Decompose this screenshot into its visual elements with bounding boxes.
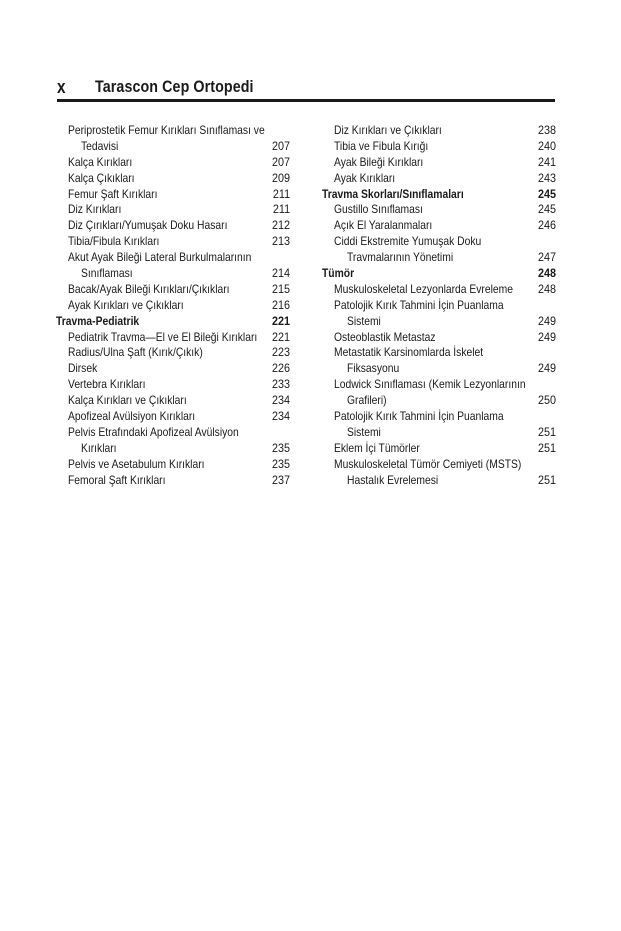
toc-entry-title: Hastalık Evrelemesi xyxy=(347,472,439,487)
book-title: Tarascon Cep Ortopedi xyxy=(95,77,254,96)
toc-entry-title: Ciddi Ekstremite Yumuşak Doku xyxy=(334,234,482,249)
toc-entry-page: 249 xyxy=(537,329,556,344)
toc-entry xyxy=(56,409,290,425)
toc-entry-title: Pelvis ve Asetabulum Kırıkları xyxy=(68,456,205,471)
toc-entry-page: 251 xyxy=(537,472,556,487)
toc-entry-title: Ayak Kırıkları xyxy=(334,170,396,185)
toc-entry-title: Periprostetik Femur Kırıkları Sınıflaması ve xyxy=(68,123,265,137)
toc-entry-title: Sınıflaması xyxy=(81,266,133,281)
toc-entry-title: Açık El Yaralanmaları xyxy=(334,218,433,233)
toc-entry-title: Tümör xyxy=(322,266,355,281)
toc-entry-page: 248 xyxy=(537,266,556,281)
toc-entry-page: 251 xyxy=(537,424,556,439)
toc-entry-page: 211 xyxy=(272,186,290,201)
toc-entry-title: Patolojik Kırık Tahmini İçin Puanlama xyxy=(334,409,504,424)
toc-entry-page: 235 xyxy=(271,456,290,471)
toc-entry-page: 248 xyxy=(537,281,556,296)
toc-entry-title: Apofizeal Avülsiyon Kırıkları xyxy=(68,409,196,424)
toc-entry xyxy=(322,473,556,489)
toc-entry-title: Bacak/Ayak Bileği Kırıkları/Çıkıkları xyxy=(68,281,230,296)
toc-entry xyxy=(56,361,290,377)
toc-entry-page: 237 xyxy=(271,472,290,487)
toc-entry xyxy=(322,250,556,266)
toc-entry-page: 249 xyxy=(537,361,556,376)
toc-entry-title: Metastatik Karsinomlarda İskelet xyxy=(334,345,484,360)
toc-entry-title: Femoral Şaft Kırıkları xyxy=(68,472,166,487)
toc-entry-page: 221 xyxy=(271,329,290,344)
toc-entry-title: Ayak Bileği Kırıkları xyxy=(334,154,424,169)
toc-section-heading xyxy=(322,187,556,203)
toc-entry xyxy=(322,314,556,330)
toc-entry-title: Muskuloskeletal Lezyonlarda Evreleme xyxy=(334,281,513,296)
toc-entry xyxy=(56,234,290,250)
toc-entry xyxy=(56,139,290,155)
toc-entry xyxy=(322,234,556,250)
toc-entry xyxy=(56,250,290,266)
toc-entry-title: Sistemi xyxy=(347,424,381,439)
toc-entry-page: 245 xyxy=(537,202,556,217)
toc-entry xyxy=(56,282,290,298)
toc-entry-page: 209 xyxy=(271,170,290,185)
toc-right-column xyxy=(322,123,556,488)
toc-entry-page: 240 xyxy=(537,138,556,153)
toc-entry xyxy=(56,266,290,282)
toc-entry-title: Tibia/Fibula Kırıkları xyxy=(68,234,160,249)
toc-entry-page: 247 xyxy=(537,250,556,265)
toc-entry xyxy=(322,282,556,298)
toc-entry-title: Diz Kırıkları xyxy=(68,202,122,217)
toc-entry-title: Pediatrik Travma—El ve El Bileği Kırıkları xyxy=(68,329,258,344)
toc-entry xyxy=(322,218,556,234)
toc-entry-page: 207 xyxy=(271,154,290,169)
toc-section-heading xyxy=(56,314,290,330)
toc-entry-title: Radius/Ulna Şaft (Kırık/Çıkık) xyxy=(68,345,203,360)
toc-entry xyxy=(322,123,556,139)
toc-entry-page: 226 xyxy=(271,361,290,376)
toc-entry-page: 249 xyxy=(537,313,556,328)
toc-entry xyxy=(56,473,290,489)
toc-entry xyxy=(56,377,290,393)
toc-entry-page: 241 xyxy=(537,154,556,169)
toc-entry-title: Dirsek xyxy=(68,361,98,376)
toc-entry xyxy=(322,457,556,473)
toc-entry-title: Lodwick Sınıflaması (Kemik Lezyonlarının xyxy=(334,377,526,392)
toc-entry xyxy=(322,441,556,457)
toc-entry xyxy=(322,377,556,393)
toc-entry xyxy=(322,171,556,187)
toc-entry-title: Travma Skorları/Sınıflamaları xyxy=(322,186,464,201)
toc-entry-page: 211 xyxy=(272,202,290,217)
toc-entry xyxy=(56,202,290,218)
toc-entry-title: Travmalarının Yönetimi xyxy=(347,250,454,265)
toc-entry-title: Tedavisi xyxy=(81,138,119,153)
toc-entry xyxy=(322,298,556,314)
toc-entry-page: 251 xyxy=(537,440,556,455)
toc-entry-title: Gustillo Sınıflaması xyxy=(334,202,423,217)
toc-entry-page: 246 xyxy=(537,218,556,233)
toc-entry-title: Diz Kırıkları ve Çıkıkları xyxy=(334,123,442,137)
toc-entry-page: 235 xyxy=(271,440,290,455)
toc-entry-title: Kalça Çıkıkları xyxy=(68,170,135,185)
toc-entry xyxy=(56,345,290,361)
toc-entry xyxy=(56,441,290,457)
toc-entry-title: Fiksasyonu xyxy=(347,361,400,376)
toc-entry-title: Muskuloskeletal Tümör Cemiyeti (MSTS) xyxy=(334,456,522,471)
toc-entry-page: 207 xyxy=(271,138,290,153)
toc-entry xyxy=(322,139,556,155)
toc-entry-page: 233 xyxy=(271,377,290,392)
toc-entry-page: 216 xyxy=(271,297,290,312)
toc-entry-page: 221 xyxy=(271,313,290,328)
toc-entry xyxy=(322,155,556,171)
toc-entry xyxy=(56,187,290,203)
toc-entry-page: 234 xyxy=(271,409,290,424)
toc-entry-page: 250 xyxy=(537,393,556,408)
toc-entry-title: Osteoblastik Metastaz xyxy=(334,329,436,344)
toc-entry-title: Diz Çırıkları/Yumuşak Doku Hasarı xyxy=(68,218,228,233)
toc-entry xyxy=(322,202,556,218)
toc-entry-title: Akut Ayak Bileği Lateral Burkulmalarının xyxy=(68,250,252,265)
toc-entry-page: 213 xyxy=(271,234,290,249)
toc-entry xyxy=(56,123,290,139)
toc-entry xyxy=(56,218,290,234)
page-folio: x xyxy=(57,77,66,97)
toc-entry xyxy=(322,409,556,425)
toc-section-heading xyxy=(322,266,556,282)
toc-entry-title: Pelvis Etrafındaki Apofizeal Avülsiyon xyxy=(68,424,239,439)
toc-entry-title: Tibia ve Fibula Kırığı xyxy=(334,138,429,153)
toc-entry-title: Ayak Kırıkları ve Çıkıkları xyxy=(68,297,184,312)
toc-entry-title: Patolojik Kırık Tahmini İçin Puanlama xyxy=(334,297,504,312)
toc-entry-page: 214 xyxy=(271,266,290,281)
toc-entry xyxy=(322,361,556,377)
toc-entry xyxy=(56,155,290,171)
toc-entry-page: 212 xyxy=(271,218,290,233)
toc-entry-page: 243 xyxy=(537,170,556,185)
toc-left-column xyxy=(56,123,290,488)
toc-entry-title: Kalça Kırıkları xyxy=(68,154,133,169)
toc-entry xyxy=(322,330,556,346)
toc-entry-page: 223 xyxy=(271,345,290,360)
toc-entry-page: 245 xyxy=(537,186,556,201)
header-rule xyxy=(57,99,555,102)
toc-entry-title: Kalça Kırıkları ve Çıkıkları xyxy=(68,393,187,408)
toc-entry-title: Grafileri) xyxy=(347,393,387,408)
toc-entry xyxy=(56,393,290,409)
toc-entry xyxy=(322,345,556,361)
toc-entry xyxy=(56,171,290,187)
toc-entry xyxy=(322,393,556,409)
page-header xyxy=(57,76,555,100)
toc-entry-title: Vertebra Kırıkları xyxy=(68,377,146,392)
toc-entry-page: 215 xyxy=(271,281,290,296)
toc-entry-page: 234 xyxy=(271,393,290,408)
toc-entry xyxy=(56,457,290,473)
toc-entry xyxy=(322,425,556,441)
toc-entry-page: 238 xyxy=(537,123,556,137)
toc-entry-title: Sistemi xyxy=(347,313,381,328)
toc-entry-title: Eklem İçi Tümörler xyxy=(334,440,420,455)
toc-entry xyxy=(56,298,290,314)
toc-entry-title: Travma-Pediatrik xyxy=(56,313,140,328)
toc-entry-title: Kırıkları xyxy=(81,440,117,455)
toc-entry xyxy=(56,425,290,441)
toc-entry-title: Femur Şaft Kırıkları xyxy=(68,186,158,201)
toc-entry xyxy=(56,330,290,346)
